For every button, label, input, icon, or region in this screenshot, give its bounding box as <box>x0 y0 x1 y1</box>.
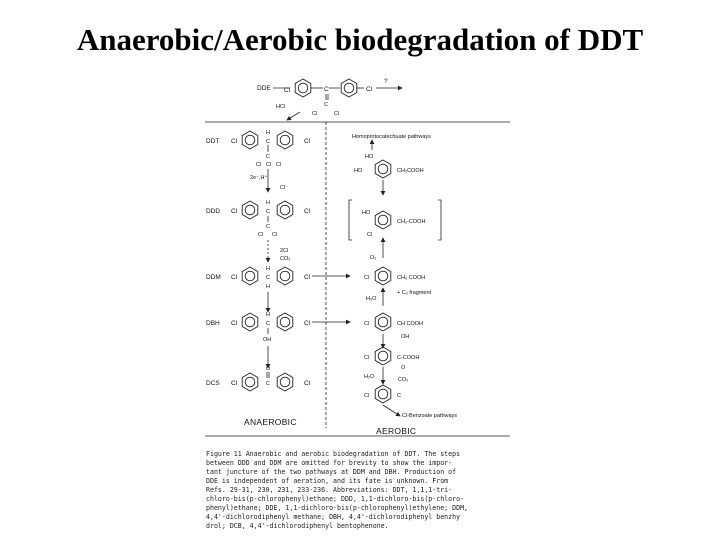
aerobic-cl-ddm: Cl <box>364 275 370 281</box>
caption-line-4: DDE is independent of aeration, and its fate is unknown. From <box>206 477 449 485</box>
aerobic-h2o-note-2: H₂O <box>364 374 375 380</box>
dbh-ring-right <box>277 313 293 331</box>
aerobic-keto-ring <box>375 347 391 365</box>
ddd-ring-left <box>242 201 258 219</box>
aerobic-h2o-note: H₂O <box>366 296 377 302</box>
dcs-c: C <box>266 381 270 387</box>
ddt-h: H <box>266 130 270 136</box>
aerobic-ddm-ring <box>375 267 391 285</box>
ddt-cl-right: Cl <box>304 138 311 145</box>
aerobic-benzoate-c: C <box>397 393 401 399</box>
ddm-cl-left: Cl <box>231 274 238 281</box>
ddt-ccl3-cl-c: Cl <box>276 162 282 168</box>
ddd-cl-right: Cl <box>304 208 311 215</box>
dbh-oh: OH <box>263 337 272 343</box>
caption-line-9: drol; DCB, 4,4'-dichlorodiphenyl bentophenone. <box>206 522 389 530</box>
aerobic-keto-o: O <box>401 365 406 371</box>
dcs-cl-right: Cl <box>304 380 311 387</box>
anaerobic-label: ANAEROBIC <box>244 417 297 427</box>
aerobic-ho-left: HO <box>354 168 363 174</box>
dde-label: DDE <box>257 85 271 92</box>
anaerobic-column <box>206 130 311 427</box>
caption-line-8: 4,4'-dichlorodiphenyl methane; DBH, 4,4'-dichlorodiphenyl benzhy <box>206 513 461 521</box>
ddm-h-top: H <box>266 266 270 272</box>
ddt-label: DDT <box>206 138 220 145</box>
ddm-cl-right: Cl <box>304 274 311 281</box>
aerobic-group-2: CH₂ COOH <box>397 275 426 281</box>
aerobic-dbh-ring <box>375 313 391 331</box>
chlorobenzoate-ring <box>375 385 391 403</box>
ddt-ccl3-cl-b: Cl <box>266 162 272 168</box>
dde-ccl2-c: C <box>324 102 328 108</box>
dbh-ring-left <box>242 313 258 331</box>
aerobic-label: AEROBIC <box>376 426 417 436</box>
ddt-ccl3-c: C <box>266 154 270 160</box>
figure-caption <box>206 450 468 530</box>
dbh-cl-right: Cl <box>304 320 311 327</box>
ddd-chcl2-cl-b: Cl <box>272 232 278 238</box>
aerobic-co2-note: CO₂ <box>398 377 409 383</box>
dde-center-c: C <box>324 86 329 93</box>
aerobic-group-1: CH₂-COOH <box>397 219 426 225</box>
dbh-cl-left: Cl <box>231 320 238 327</box>
hcl-label: HCl <box>276 104 286 110</box>
ddt-ccl3-cl-a: Cl <box>256 162 262 168</box>
ddd-label: DDD <box>206 208 221 215</box>
ddd-chcl2-cl-a: Cl <box>258 232 264 238</box>
aerobic-cl-keto: Cl <box>364 355 370 361</box>
aerobic-group-4: C-COOH <box>397 355 420 361</box>
dde-ccl2-cl-b: Cl <box>334 111 340 117</box>
ddt-ring-left <box>242 131 258 149</box>
dcs-ring-left <box>242 373 258 391</box>
caption-line-2: between DDD and DDM are omitted for brevity to show the impor- <box>206 459 453 467</box>
aerobic-group-3: CH COOH <box>397 321 423 327</box>
ddd-chcl2-c: C <box>266 224 270 230</box>
aerobic-cl-dbh: Cl <box>364 321 370 327</box>
reagent-2cl: 2Cl <box>280 248 289 254</box>
aerobic-o2-note: O₂ <box>370 255 377 261</box>
unknown-fate-mark: ? <box>384 78 388 85</box>
dbh-h: H <box>266 312 270 318</box>
dbh-c: C <box>266 321 270 327</box>
dbh-label: DBH <box>206 320 220 327</box>
dcs-ring-right <box>277 373 293 391</box>
ddm-ring-right <box>277 267 293 285</box>
caption-line-3: tant juncture of the two pathways at DDM and DBH. Production of <box>206 468 457 476</box>
aerobic-ho-top: HO <box>365 154 374 160</box>
dde-ring-right <box>341 79 357 97</box>
dde-ring-left <box>295 79 311 97</box>
ddm-c: C <box>266 275 270 281</box>
aerobic-column <box>349 134 457 436</box>
ddd-h: H <box>266 200 270 206</box>
dcs-cl-left: Cl <box>231 380 238 387</box>
aerobic-cl-bracket: Cl <box>367 232 373 238</box>
ddt-ring-right <box>277 131 293 149</box>
ddd-ring-right <box>277 201 293 219</box>
caption-line-1: Figure 11 Anaerobic and aerobic biodegradation of DDT. The steps <box>206 450 461 458</box>
aerobic-c2-note: + C₂ fragment <box>397 290 432 296</box>
ddd-cl-left: Cl <box>231 208 238 215</box>
ddm-label: DDM <box>206 274 221 281</box>
homoprotocatechuate-label: Homoprotocatechuate pathways <box>352 134 431 140</box>
aerobic-cl-benzoate: Cl <box>364 393 370 399</box>
ddd-c: C <box>266 209 270 215</box>
aerobic-dbh-oh: OH <box>401 334 410 340</box>
slide-title: Anaerobic/Aerobic biodegradation of DDT <box>76 22 644 57</box>
dde-ccl2-cl-a: Cl <box>312 111 318 117</box>
reagent-co2: CO₂ <box>280 256 291 262</box>
bracket-ring <box>375 211 391 229</box>
ddt-cl-left: Cl <box>231 138 238 145</box>
dde-cl-left: Cl <box>284 87 291 94</box>
cl-benzoate-label: Cl-Benzoate pathways <box>402 413 458 419</box>
reagent-electrons: 2e⁻,H⁺ <box>250 175 268 181</box>
caption-line-5: Refs. 29-31, 230, 231, 233-236. Abbreviations: DDT, 1,1,1-tri- <box>206 486 453 494</box>
ddt-c: C <box>266 139 270 145</box>
dde-row <box>257 78 402 120</box>
dcs-o: O <box>266 366 271 372</box>
ddm-ring-left <box>242 267 258 285</box>
aerobic-group-0: CH₂COOH <box>397 168 424 174</box>
dcs-label: DCS <box>206 380 220 387</box>
caption-line-7: phenyl)ethane; DDE, 1,1-dichloro-bis(p-chlorophenyl)ethylene; DDM, <box>206 504 469 512</box>
caption-line-6: chloro-bis(p-chlorophenyl)ethane; DDD, 1,1-dichloro-bis(p-chloro- <box>206 495 465 503</box>
homoprotocatechuate-ring <box>375 160 391 178</box>
reagent-chloride: Cl⁻ <box>280 185 289 191</box>
dde-cl-right: Cl <box>366 86 373 93</box>
aerobic-ho-bracket: HO <box>362 210 371 216</box>
ddm-h-bottom: H <box>266 284 270 290</box>
